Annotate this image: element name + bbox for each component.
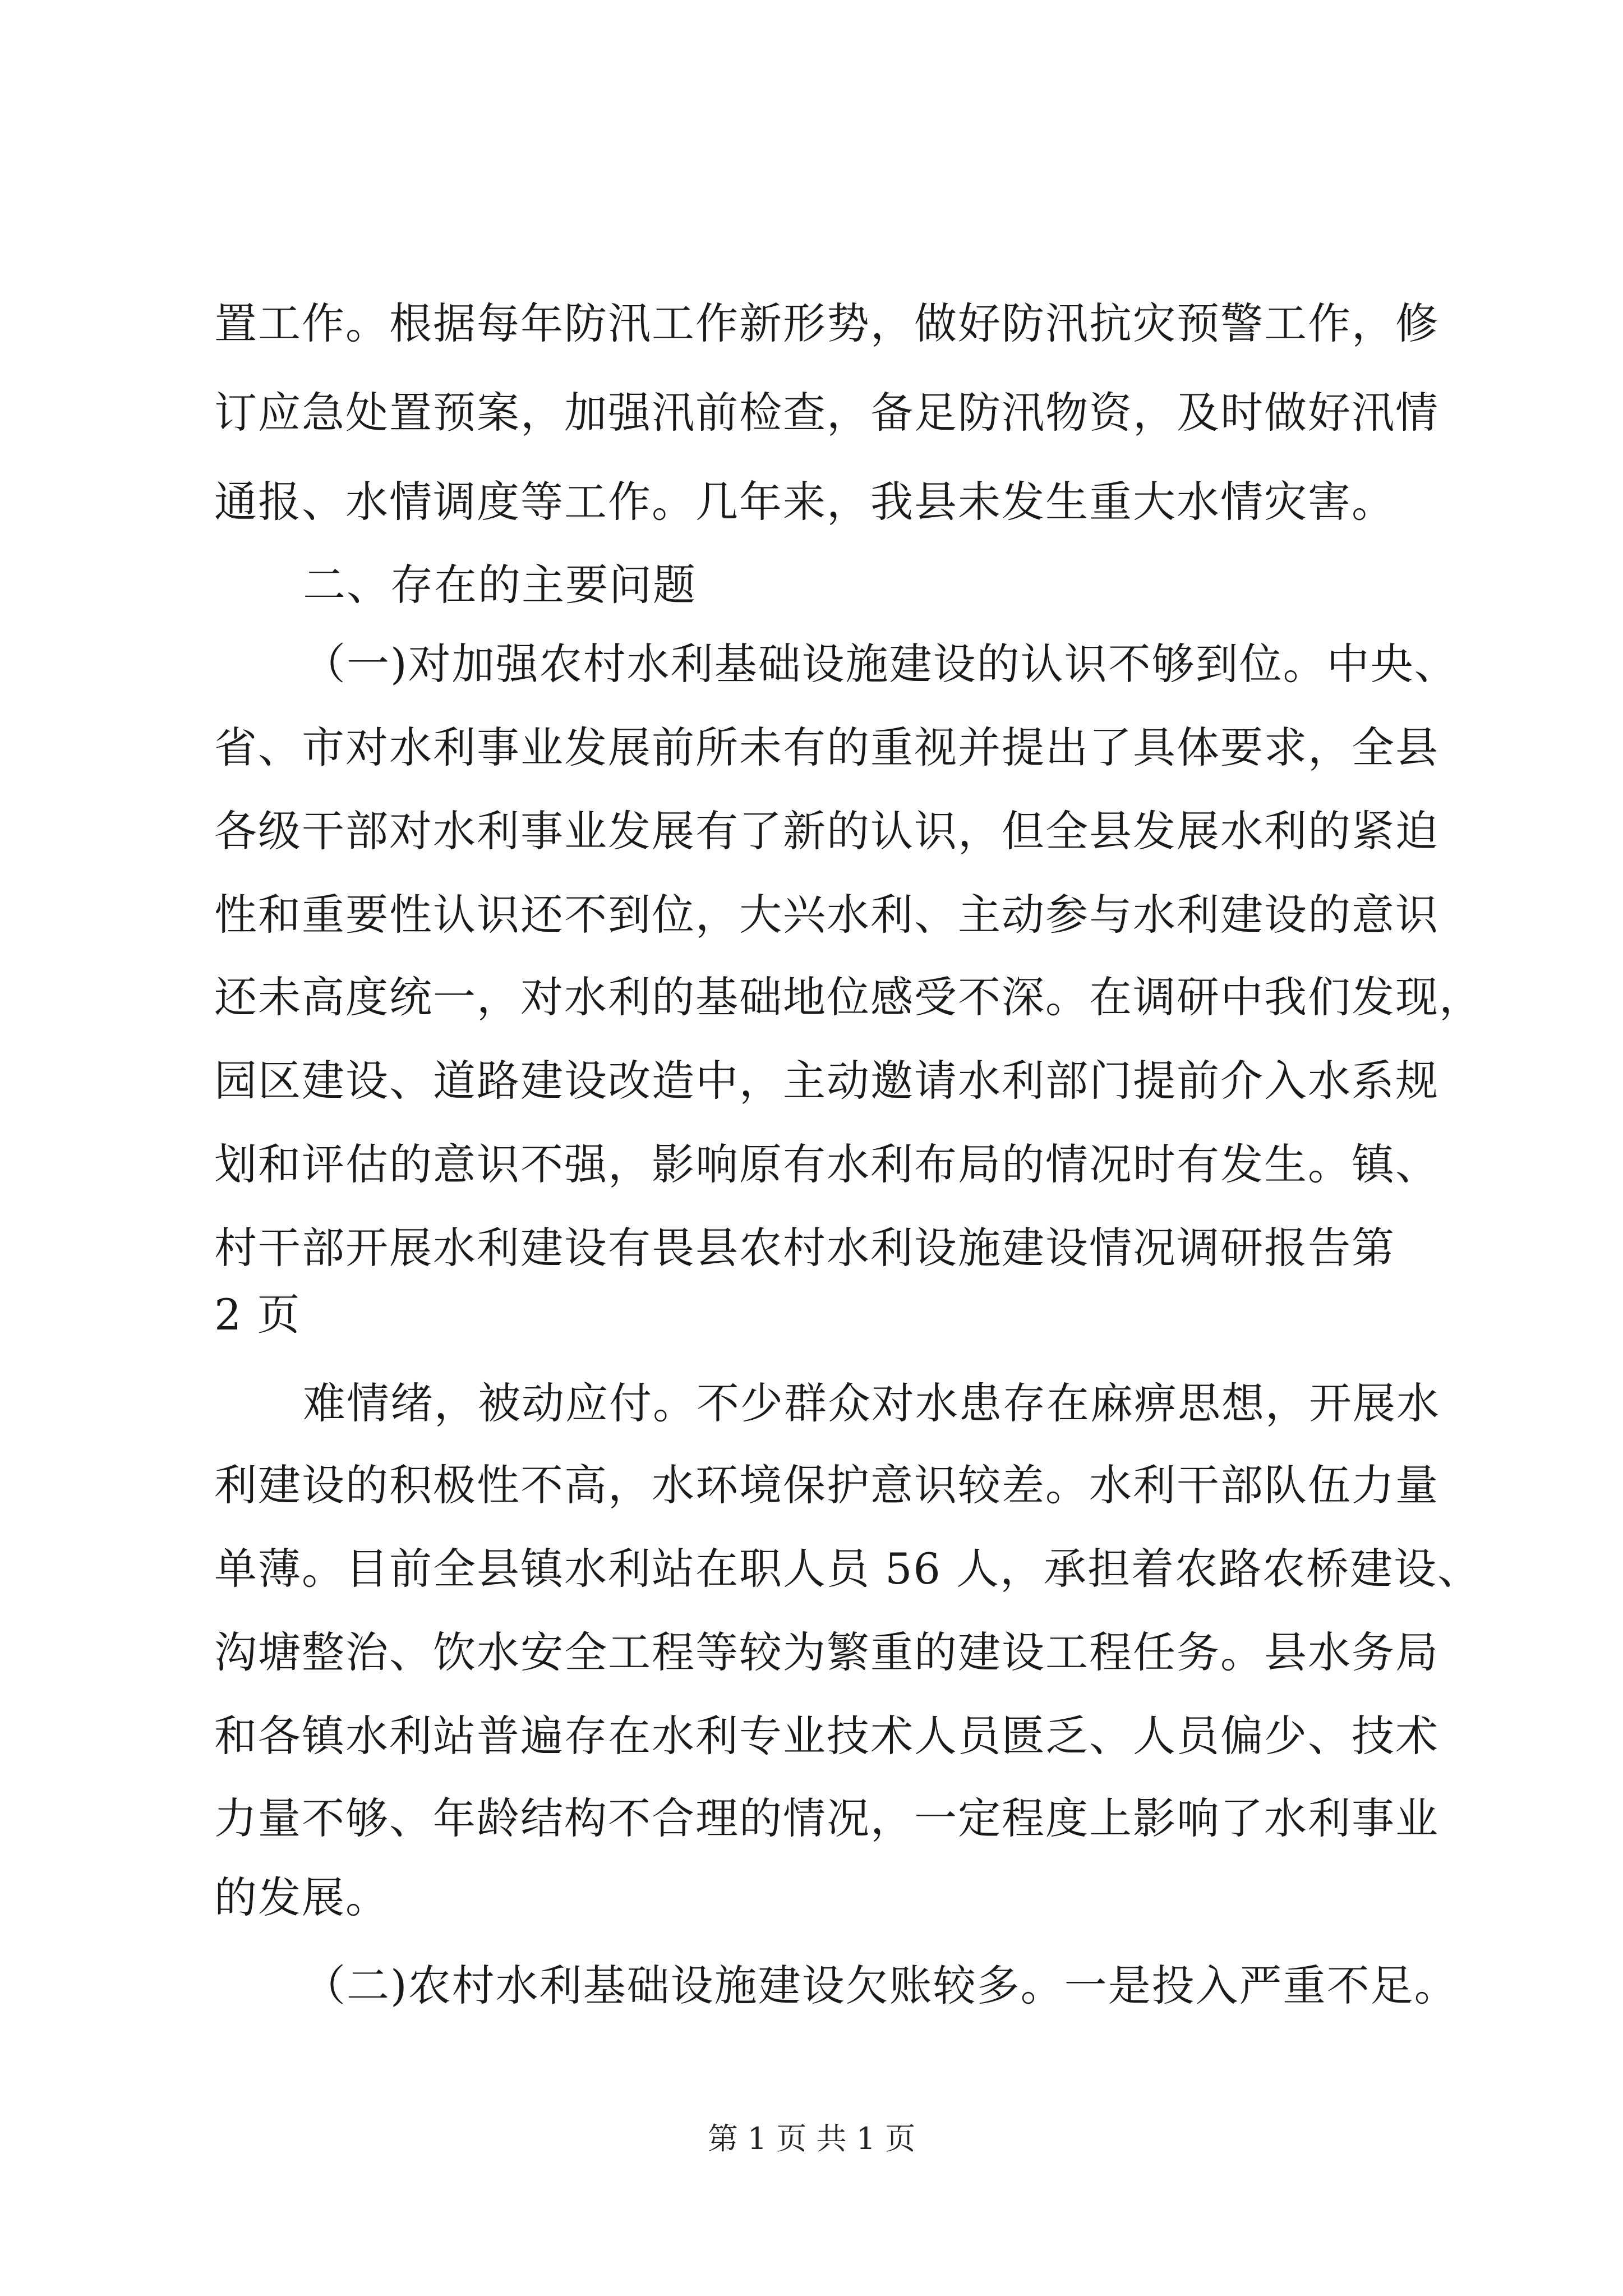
- paragraph-line: 省、市对水利事业发展前所未有的重视并提出了具体要求，全县: [214, 723, 1439, 772]
- paragraph-line: 园区建设、道路建设改造中，主动邀请水利部门提前介入水系规: [214, 1056, 1439, 1106]
- page-reference: 2 页: [214, 1290, 301, 1340]
- paragraph-line: 利建设的积极性不高，水环境保护意识较差。水利干部队伍力量: [214, 1460, 1439, 1510]
- subsection-heading: （一)对加强农村水利基础设施建设的认识不够到位。中央、: [303, 639, 1458, 689]
- paragraph-line: 通报、水情调度等工作。几年来，我县未发生重大水情灾害。: [214, 477, 1395, 527]
- paragraph-line: 沟塘整治、饮水安全工程等较为繁重的建设工程任务。县水务局: [214, 1627, 1439, 1677]
- paragraph-line: 的发展。: [214, 1872, 389, 1922]
- paragraph-line: 置工作。根据每年防汛工作新形势，做好防汛抗灾预警工作，修: [214, 298, 1439, 348]
- paragraph-line: 单薄。目前全县镇水利站在职人员 56 人，承担着农路农桥建设、: [214, 1544, 1482, 1594]
- paragraph-line: 划和评估的意识不强，影响原有水利布局的情况时有发生。镇、: [214, 1139, 1439, 1189]
- paragraph-line: 性和重要性认识还不到位，大兴水利、主动参与水利建设的意识: [214, 890, 1439, 940]
- section-heading: 二、存在的主要问题: [303, 560, 697, 610]
- paragraph-line: 村干部开展水利建设有畏县农村水利设施建设情况调研报告第: [214, 1223, 1395, 1273]
- paragraph-line: 还未高度统一，对水利的基础地位感受不深。在调研中我们发现，: [214, 972, 1483, 1022]
- paragraph-line: 订应急处置预案，加强汛前检查，备足防汛物资，及时做好汛情: [214, 388, 1439, 438]
- paragraph-line: 力量不够、年龄结构不合理的情况，一定程度上影响了水利事业: [214, 1793, 1439, 1843]
- paragraph-line: 难情绪，被动应付。不少群众对水患存在麻痹思想，开展水: [303, 1378, 1440, 1428]
- paragraph-line: 各级干部对水利事业发展有了新的认识，但全县发展水利的紧迫: [214, 806, 1439, 856]
- subsection-heading: （二)农村水利基础设施建设欠账较多。一是投入严重不足。: [303, 1961, 1458, 2010]
- paragraph-line: 和各镇水利站普遍存在水利专业技术人员匮乏、人员偏少、技术: [214, 1711, 1439, 1761]
- page-footer: 第 1 页 共 1 页: [707, 2121, 916, 2156]
